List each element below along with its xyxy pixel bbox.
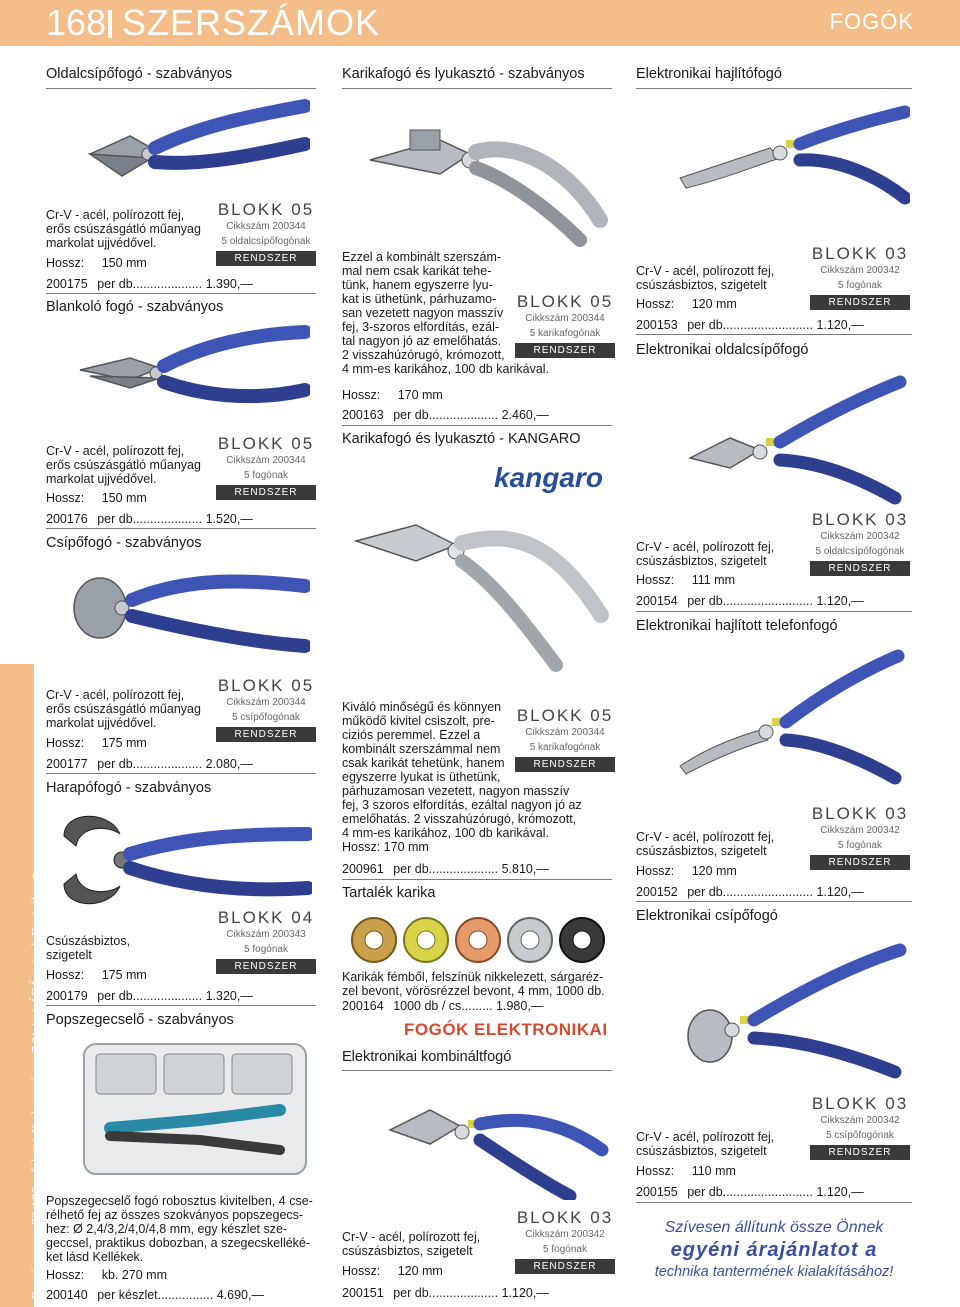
desc-line: működő kivitel csiszolt, pre- bbox=[342, 714, 495, 728]
desc-line: csúszásbiztos, szigetelt bbox=[636, 554, 767, 568]
section-rule bbox=[46, 773, 316, 774]
blokk-cikkszam: Cikkszám 200342 bbox=[820, 825, 900, 836]
wire-stripper-image bbox=[60, 318, 310, 430]
desc-line: szigetelt bbox=[46, 948, 92, 962]
product-code: 200140 bbox=[46, 1288, 88, 1302]
price: 4.690,— bbox=[216, 1288, 264, 1302]
desc-line: kombinált szerszámmal nem bbox=[342, 742, 501, 756]
unit: per db bbox=[97, 512, 133, 526]
section-rule bbox=[46, 88, 316, 89]
length-value: 111 mm bbox=[691, 573, 735, 587]
desc-line: Karikák fémből, felszínük nikkelezett, sárgaréz- bbox=[342, 970, 604, 984]
price: 1.980,— bbox=[496, 999, 544, 1013]
length-value: 120 mm bbox=[397, 1264, 443, 1278]
price: 1.120,— bbox=[816, 885, 864, 899]
blokk-name: BLOKK 03 bbox=[516, 1208, 614, 1227]
blokk-rendszer: RENDSZER bbox=[515, 1259, 615, 1274]
desc-line: fej, 3 szoros elfordítás, ezáltal nagyon jó az bbox=[342, 798, 582, 812]
combination-pliers-image bbox=[370, 1080, 610, 1200]
csipo-desc bbox=[46, 688, 201, 730]
section-rule bbox=[636, 334, 912, 335]
blokk-box bbox=[216, 434, 316, 500]
telefonfogo-price-row: 200152 per db.......................... 1.120,— bbox=[636, 885, 864, 899]
blokk-rendszer: RENDSZER bbox=[810, 295, 910, 310]
category-title: FOGÓK bbox=[829, 9, 914, 34]
side-note: Portómentes 23.100,– felett | Kedvezmény –7 %-ig | ÁFÁ-s árak Forintban* bbox=[30, 873, 45, 1300]
section-title-tartalek: Tartalék karika bbox=[342, 885, 436, 901]
desc-line: párhuzamosan vezetett, nagyon masszív bbox=[342, 784, 570, 798]
blokk-box bbox=[515, 292, 615, 358]
popszegecselo-desc bbox=[46, 1194, 313, 1264]
product-code: 200151 bbox=[342, 1286, 384, 1300]
desc-line: Cr-V - acél, polírozott fej, bbox=[636, 830, 775, 844]
length-label: Hossz: bbox=[46, 1268, 85, 1282]
page-title: SZERSZÁMOK bbox=[122, 2, 381, 43]
desc-line: Cr-V - acél, polírozott fej, bbox=[342, 1230, 481, 1244]
length-label: Hossz: bbox=[46, 256, 85, 270]
desc-line: geccsel, praktikus dobozban, a szegecskelléké- bbox=[46, 1236, 311, 1250]
blokk-cikkszam: Cikkszám 200342 bbox=[820, 1115, 900, 1126]
blokk-cikkszam: Cikkszám 200344 bbox=[226, 455, 306, 466]
price: 1.390,— bbox=[205, 277, 253, 291]
kombinalt-length bbox=[342, 1264, 443, 1278]
blokk-rendszer: RENDSZER bbox=[810, 1145, 910, 1160]
telefonfogo-length bbox=[636, 864, 737, 878]
blokk-rendszer: RENDSZER bbox=[810, 561, 910, 576]
blokk-content: 5 fogónak bbox=[543, 1244, 587, 1255]
section-title-karikafogo: Karikafogó és lyukasztó - szabványos bbox=[342, 66, 585, 82]
section-title-el-oldalcsipo: Elektronikai oldalcsípőfogó bbox=[636, 342, 809, 358]
desc-line: zel bevont, vörösrézzel bevont, 4 mm, 1000 db. bbox=[342, 984, 605, 998]
length-value: 110 mm bbox=[691, 1164, 736, 1178]
unit: per db bbox=[97, 277, 133, 291]
desc-line: markolat ujjvédővel. bbox=[46, 716, 157, 730]
blokk-name: BLOKK 03 bbox=[811, 510, 909, 529]
desc-line: Csúszásbiztos, bbox=[46, 934, 131, 948]
desc-line: emelőhatás. 2 visszahúzórugó, krómozott, bbox=[342, 812, 577, 826]
oldalcsipo-price-row: 200175 per db.................... 1.390,— bbox=[46, 277, 253, 291]
kangaro-pliers-image bbox=[346, 505, 616, 675]
blokk-name: BLOKK 05 bbox=[217, 676, 315, 695]
desc-line: Cr-V - acél, polírozott fej, bbox=[636, 540, 775, 554]
length-line: Hossz: 170 mm bbox=[342, 840, 429, 854]
desc-line: erős csúszásgátló műanyag bbox=[46, 222, 201, 236]
popszegecselo-length bbox=[46, 1268, 167, 1282]
length-label: Hossz: bbox=[342, 1264, 381, 1278]
unit: per db bbox=[687, 885, 723, 899]
desc-line: Ezzel a kombinált szerszám- bbox=[342, 250, 502, 264]
unit: per db bbox=[687, 594, 723, 608]
desc-line: Cr-V - acél, polírozott fej, bbox=[46, 444, 185, 458]
electronic-end-cutter-image bbox=[650, 936, 910, 1086]
rivet-gun-case-image bbox=[80, 1040, 310, 1178]
price: 1.120,— bbox=[816, 594, 864, 608]
price: 1.120,— bbox=[816, 1185, 864, 1199]
blokk-box bbox=[216, 200, 316, 266]
length-label: Hossz: bbox=[636, 864, 675, 878]
desc-line: kat is üthetünk, párhuzamo- bbox=[342, 292, 497, 306]
blokk-box bbox=[810, 1094, 910, 1160]
blokk-name: BLOKK 05 bbox=[516, 706, 614, 725]
length-label: Hossz: bbox=[46, 736, 85, 750]
length-value: 120 mm bbox=[691, 297, 737, 311]
blokk-box bbox=[216, 908, 316, 974]
blokk-name: BLOKK 03 bbox=[811, 1094, 909, 1113]
unit: per db bbox=[97, 757, 133, 771]
product-code: 200163 bbox=[342, 408, 384, 422]
length-value: 150 mm bbox=[101, 256, 147, 270]
length-label: Hossz: bbox=[46, 491, 85, 505]
price: 1.320,— bbox=[205, 989, 253, 1003]
popszegecselo-price-row: 200140 per készlet................ 4.690,— bbox=[46, 1288, 264, 1302]
tartalek-desc bbox=[342, 970, 605, 998]
length-value: kb. 270 mm bbox=[101, 1268, 167, 1282]
blokk-content: 5 fogónak bbox=[838, 280, 882, 291]
el-csipo-price-row: 200155 per db.......................... 1.120,— bbox=[636, 1185, 864, 1199]
section-heading-electronics: FOGÓK ELEKTRONIKAI bbox=[404, 1020, 608, 1039]
header-divider bbox=[108, 10, 112, 38]
product-code: 200176 bbox=[46, 512, 88, 526]
kombinalt-price-row: 200151 per db.................... 1.120,— bbox=[342, 1286, 549, 1300]
unit: per db bbox=[97, 989, 133, 1003]
desc-line: ciziós peremmel. Ezzel a bbox=[342, 728, 481, 742]
desc-line: erős csúszásgátló műanyag bbox=[46, 702, 201, 716]
section-rule bbox=[342, 879, 612, 880]
length-label: Hossz: bbox=[46, 968, 85, 982]
blokk-name: BLOKK 05 bbox=[217, 200, 315, 219]
section-rule bbox=[342, 425, 612, 426]
kombinalt-desc bbox=[342, 1230, 480, 1258]
unit: per db bbox=[393, 862, 429, 876]
section-title-oldalcsipo: Oldalcsípőfogó - szabványos bbox=[46, 66, 233, 82]
unit: per db bbox=[687, 1185, 723, 1199]
electronic-side-cutter-image bbox=[650, 368, 910, 518]
section-rule bbox=[342, 1070, 612, 1071]
section-title-blankolo: Blankoló fogó - szabványos bbox=[46, 299, 224, 315]
section-rule bbox=[342, 88, 612, 89]
blokk-name: BLOKK 03 bbox=[811, 804, 909, 823]
harapo-length bbox=[46, 968, 147, 982]
blokk-cikkszam: Cikkszám 200343 bbox=[226, 929, 306, 940]
blokk-content: 5 fogónak bbox=[244, 944, 288, 955]
blokk-rendszer: RENDSZER bbox=[810, 855, 910, 870]
unit: 1000 db / cs. bbox=[393, 999, 465, 1013]
blokk-box bbox=[810, 510, 910, 576]
blokk-rendszer: RENDSZER bbox=[216, 251, 316, 266]
blokk-box bbox=[810, 804, 910, 870]
blokk-content: 5 fogónak bbox=[244, 470, 288, 481]
desc-line: Kiváló minőségű és könnyen bbox=[342, 700, 502, 714]
desc-line: tünk, hanem egyszerre lyu- bbox=[342, 278, 493, 292]
section-rule bbox=[46, 528, 316, 529]
page-number: 168 bbox=[46, 2, 107, 43]
desc-line: egyszerre lyukat is üthetünk, bbox=[342, 770, 501, 784]
section-title-el-csipo: Elektronikai csípőfogó bbox=[636, 908, 778, 924]
desc-line: hez: Ø 2,4/3,2/4,0/4,8 mm, egy készlet sze- bbox=[46, 1222, 288, 1236]
blokk-cikkszam: Cikkszám 200342 bbox=[820, 265, 900, 276]
blokk-rendszer: RENDSZER bbox=[515, 757, 615, 772]
csipo-length bbox=[46, 736, 147, 750]
side-cutter-image bbox=[60, 96, 310, 200]
blankolo-price-row: 200176 per db.................... 1.520,— bbox=[46, 512, 253, 526]
karikafogo-price-row: 200163 per db.................... 2.460,— bbox=[342, 408, 549, 422]
oldalcsipo-length bbox=[46, 256, 147, 270]
price: 2.460,— bbox=[501, 408, 549, 422]
el-csipo-desc bbox=[636, 1130, 774, 1158]
pincers-image bbox=[50, 806, 312, 916]
blokk-box bbox=[810, 244, 910, 310]
unit: per db bbox=[393, 1286, 429, 1300]
desc-line: csúszásbiztos, szigetelt bbox=[636, 278, 767, 292]
side-band bbox=[0, 664, 34, 1307]
section-rule bbox=[636, 1202, 912, 1203]
price: 1.120,— bbox=[816, 318, 864, 332]
length-value: 170 mm bbox=[397, 388, 443, 402]
hajlito-price-row: 200153 per db.......................... 1.120,— bbox=[636, 318, 864, 332]
blokk-content: 5 csípőfogónak bbox=[232, 712, 300, 723]
product-code: 200153 bbox=[636, 318, 678, 332]
kangaro-logo: kangaro bbox=[494, 462, 603, 493]
karikafogo-length bbox=[342, 388, 443, 402]
desc-line: Cr-V - acél, polírozott fej, bbox=[46, 688, 185, 702]
el-oldalcsipo-desc bbox=[636, 540, 774, 568]
desc-line: san vezetett nagyon masszív bbox=[342, 306, 504, 320]
section-rule bbox=[636, 901, 912, 902]
harapo-desc bbox=[46, 934, 130, 962]
section-title-harapo: Harapófogó - szabványos bbox=[46, 780, 212, 796]
length-label: Hossz: bbox=[636, 297, 675, 311]
blokk-content: 5 oldalcsípőfogónak bbox=[221, 236, 311, 247]
desc-line: markolat ujjvédővel. bbox=[46, 236, 157, 250]
section-rule bbox=[46, 293, 316, 294]
desc-line: Cr-V - acél, polírozott fej, bbox=[636, 264, 775, 278]
section-title-csipo: Csípőfogó - szabványos bbox=[46, 535, 202, 551]
blankolo-length bbox=[46, 491, 147, 505]
product-code: 200152 bbox=[636, 885, 678, 899]
blokk-rendszer: RENDSZER bbox=[216, 727, 316, 742]
length-value: 120 mm bbox=[691, 864, 737, 878]
el-csipo-length bbox=[636, 1164, 736, 1178]
desc-line: csúszásbiztos, szigetelt bbox=[636, 844, 767, 858]
blokk-cikkszam: Cikkszám 200344 bbox=[525, 727, 605, 738]
section-rule bbox=[636, 88, 912, 89]
desc-line: Cr-V - acél, polírozott fej, bbox=[46, 208, 185, 222]
desc-line: Cr-V - acél, polírozott fej, bbox=[636, 1130, 775, 1144]
eyelet-pliers-image bbox=[350, 100, 610, 250]
hajlito-desc bbox=[636, 264, 774, 292]
blokk-box bbox=[515, 1208, 615, 1274]
price: 1.520,— bbox=[205, 512, 253, 526]
blankolo-desc bbox=[46, 444, 201, 486]
product-code: 200961 bbox=[342, 862, 384, 876]
blokk-name: BLOKK 03 bbox=[811, 244, 909, 263]
desc-line: tal nagyon jó az emelőhatás. bbox=[342, 334, 502, 348]
blokk-rendszer: RENDSZER bbox=[515, 343, 615, 358]
tartalek-price-row: 200164 1000 db / cs......... 1.980,— bbox=[342, 999, 544, 1013]
section-rule bbox=[636, 611, 912, 612]
section-title-kangaro: Karikafogó és lyukasztó - KANGARO bbox=[342, 431, 581, 447]
desc-line: Popszegecselő fogó robosztus kivitelben, 4 cse- bbox=[46, 1194, 313, 1208]
product-code: 200179 bbox=[46, 989, 88, 1003]
desc-line: ket lásd Kellékek. bbox=[46, 1250, 144, 1264]
end-cutter-image bbox=[60, 558, 310, 668]
price: 5.810,— bbox=[501, 862, 549, 876]
blokk-rendszer: RENDSZER bbox=[216, 959, 316, 974]
desc-line: csak karikát tehetünk, hanem bbox=[342, 756, 505, 770]
blokk-cikkszam: Cikkszám 200342 bbox=[525, 1229, 605, 1240]
blokk-box bbox=[216, 676, 316, 742]
desc-line: csúszásbiztos, szigetelt bbox=[636, 1144, 767, 1158]
promo-line-2: egyéni árajánlatot a bbox=[670, 1239, 878, 1261]
blokk-name: BLOKK 05 bbox=[217, 434, 315, 453]
el-oldalcsipo-price-row: 200154 per db.......................... 1.120,— bbox=[636, 594, 864, 608]
bent-nose-pliers-image bbox=[650, 98, 910, 248]
length-value: 150 mm bbox=[101, 491, 147, 505]
blokk-content: 5 csípőfogónak bbox=[826, 1130, 894, 1141]
promo-box bbox=[632, 1218, 916, 1282]
desc-line: 2 visszahúzórugó, krómozott, bbox=[342, 348, 505, 362]
desc-line: csúszásbiztos, szigetelt bbox=[342, 1244, 473, 1258]
length-label: Hossz: bbox=[636, 1164, 675, 1178]
blokk-content: 5 oldalcsípőfogónak bbox=[815, 546, 905, 557]
desc-line: markolat ujjvédővel. bbox=[46, 472, 157, 486]
section-title-popszegecselo: Popszegecselő - szabványos bbox=[46, 1012, 234, 1028]
blokk-content: 5 karikafogónak bbox=[529, 742, 601, 753]
section-rule bbox=[46, 1005, 316, 1006]
blokk-name: BLOKK 04 bbox=[217, 908, 315, 927]
section-title-telefonfogo: Elektronikai hajlított telefonfogó bbox=[636, 618, 838, 634]
desc-line: fej, 3-szoros elfordítás, ezál- bbox=[342, 320, 500, 334]
length-label: Hossz: bbox=[636, 573, 675, 587]
price: 2.080,— bbox=[205, 757, 253, 771]
blokk-content: 5 fogónak bbox=[838, 840, 882, 851]
blokk-cikkszam: Cikkszám 200344 bbox=[226, 221, 306, 232]
blokk-cikkszam: Cikkszám 200344 bbox=[226, 697, 306, 708]
product-code: 200177 bbox=[46, 757, 88, 771]
price: 1.120,— bbox=[501, 1286, 549, 1300]
eyelet-rings-image bbox=[344, 910, 614, 968]
telephone-pliers-image bbox=[650, 646, 910, 796]
desc-line: rélhető fej az összes szokványos popszegecs- bbox=[46, 1208, 304, 1222]
length-value: 175 mm bbox=[101, 968, 147, 982]
el-oldalcsipo-length bbox=[636, 573, 735, 587]
promo-line-3: technika tantermének kialakításához! bbox=[654, 1264, 894, 1280]
harapo-price-row: 200179 per db.................... 1.320,— bbox=[46, 989, 253, 1003]
blokk-box bbox=[515, 706, 615, 772]
desc-line: erős csúszásgátló műanyag bbox=[46, 458, 201, 472]
promo-line-1: Szívesen állítunk össze Önnek bbox=[664, 1219, 884, 1236]
product-code: 200155 bbox=[636, 1185, 678, 1199]
desc-line: 4 mm-es karikához, 100 db karikával. bbox=[342, 826, 550, 840]
csipo-price-row: 200177 per db.................... 2.080,— bbox=[46, 757, 253, 771]
section-title-kombinalt: Elektronikai kombináltfogó bbox=[342, 1049, 512, 1065]
blokk-cikkszam: Cikkszám 200344 bbox=[525, 313, 605, 324]
kangaro-price-row: 200961 per db.................... 5.810,— bbox=[342, 862, 549, 876]
section-title-hajlito: Elektronikai hajlítófogó bbox=[636, 66, 782, 82]
blokk-rendszer: RENDSZER bbox=[216, 485, 316, 500]
hajlito-length bbox=[636, 297, 737, 311]
length-value: 175 mm bbox=[101, 736, 147, 750]
page-header bbox=[0, 0, 960, 46]
oldalcsipo-desc bbox=[46, 208, 201, 250]
desc-line: mal nem csak karikát tehe- bbox=[342, 264, 492, 278]
product-code: 200175 bbox=[46, 277, 88, 291]
unit: per db bbox=[393, 408, 429, 422]
unit: per készlet bbox=[97, 1288, 158, 1302]
length-label: Hossz: bbox=[342, 388, 381, 402]
product-code: 200164 bbox=[342, 999, 384, 1013]
unit: per db bbox=[687, 318, 723, 332]
blokk-content: 5 karikafogónak bbox=[529, 328, 601, 339]
blokk-cikkszam: Cikkszám 200342 bbox=[820, 531, 900, 542]
desc-line: 4 mm-es karikához, 100 db karikával. bbox=[342, 362, 550, 376]
blokk-name: BLOKK 05 bbox=[516, 292, 614, 311]
product-code: 200154 bbox=[636, 594, 678, 608]
telefonfogo-desc bbox=[636, 830, 774, 858]
